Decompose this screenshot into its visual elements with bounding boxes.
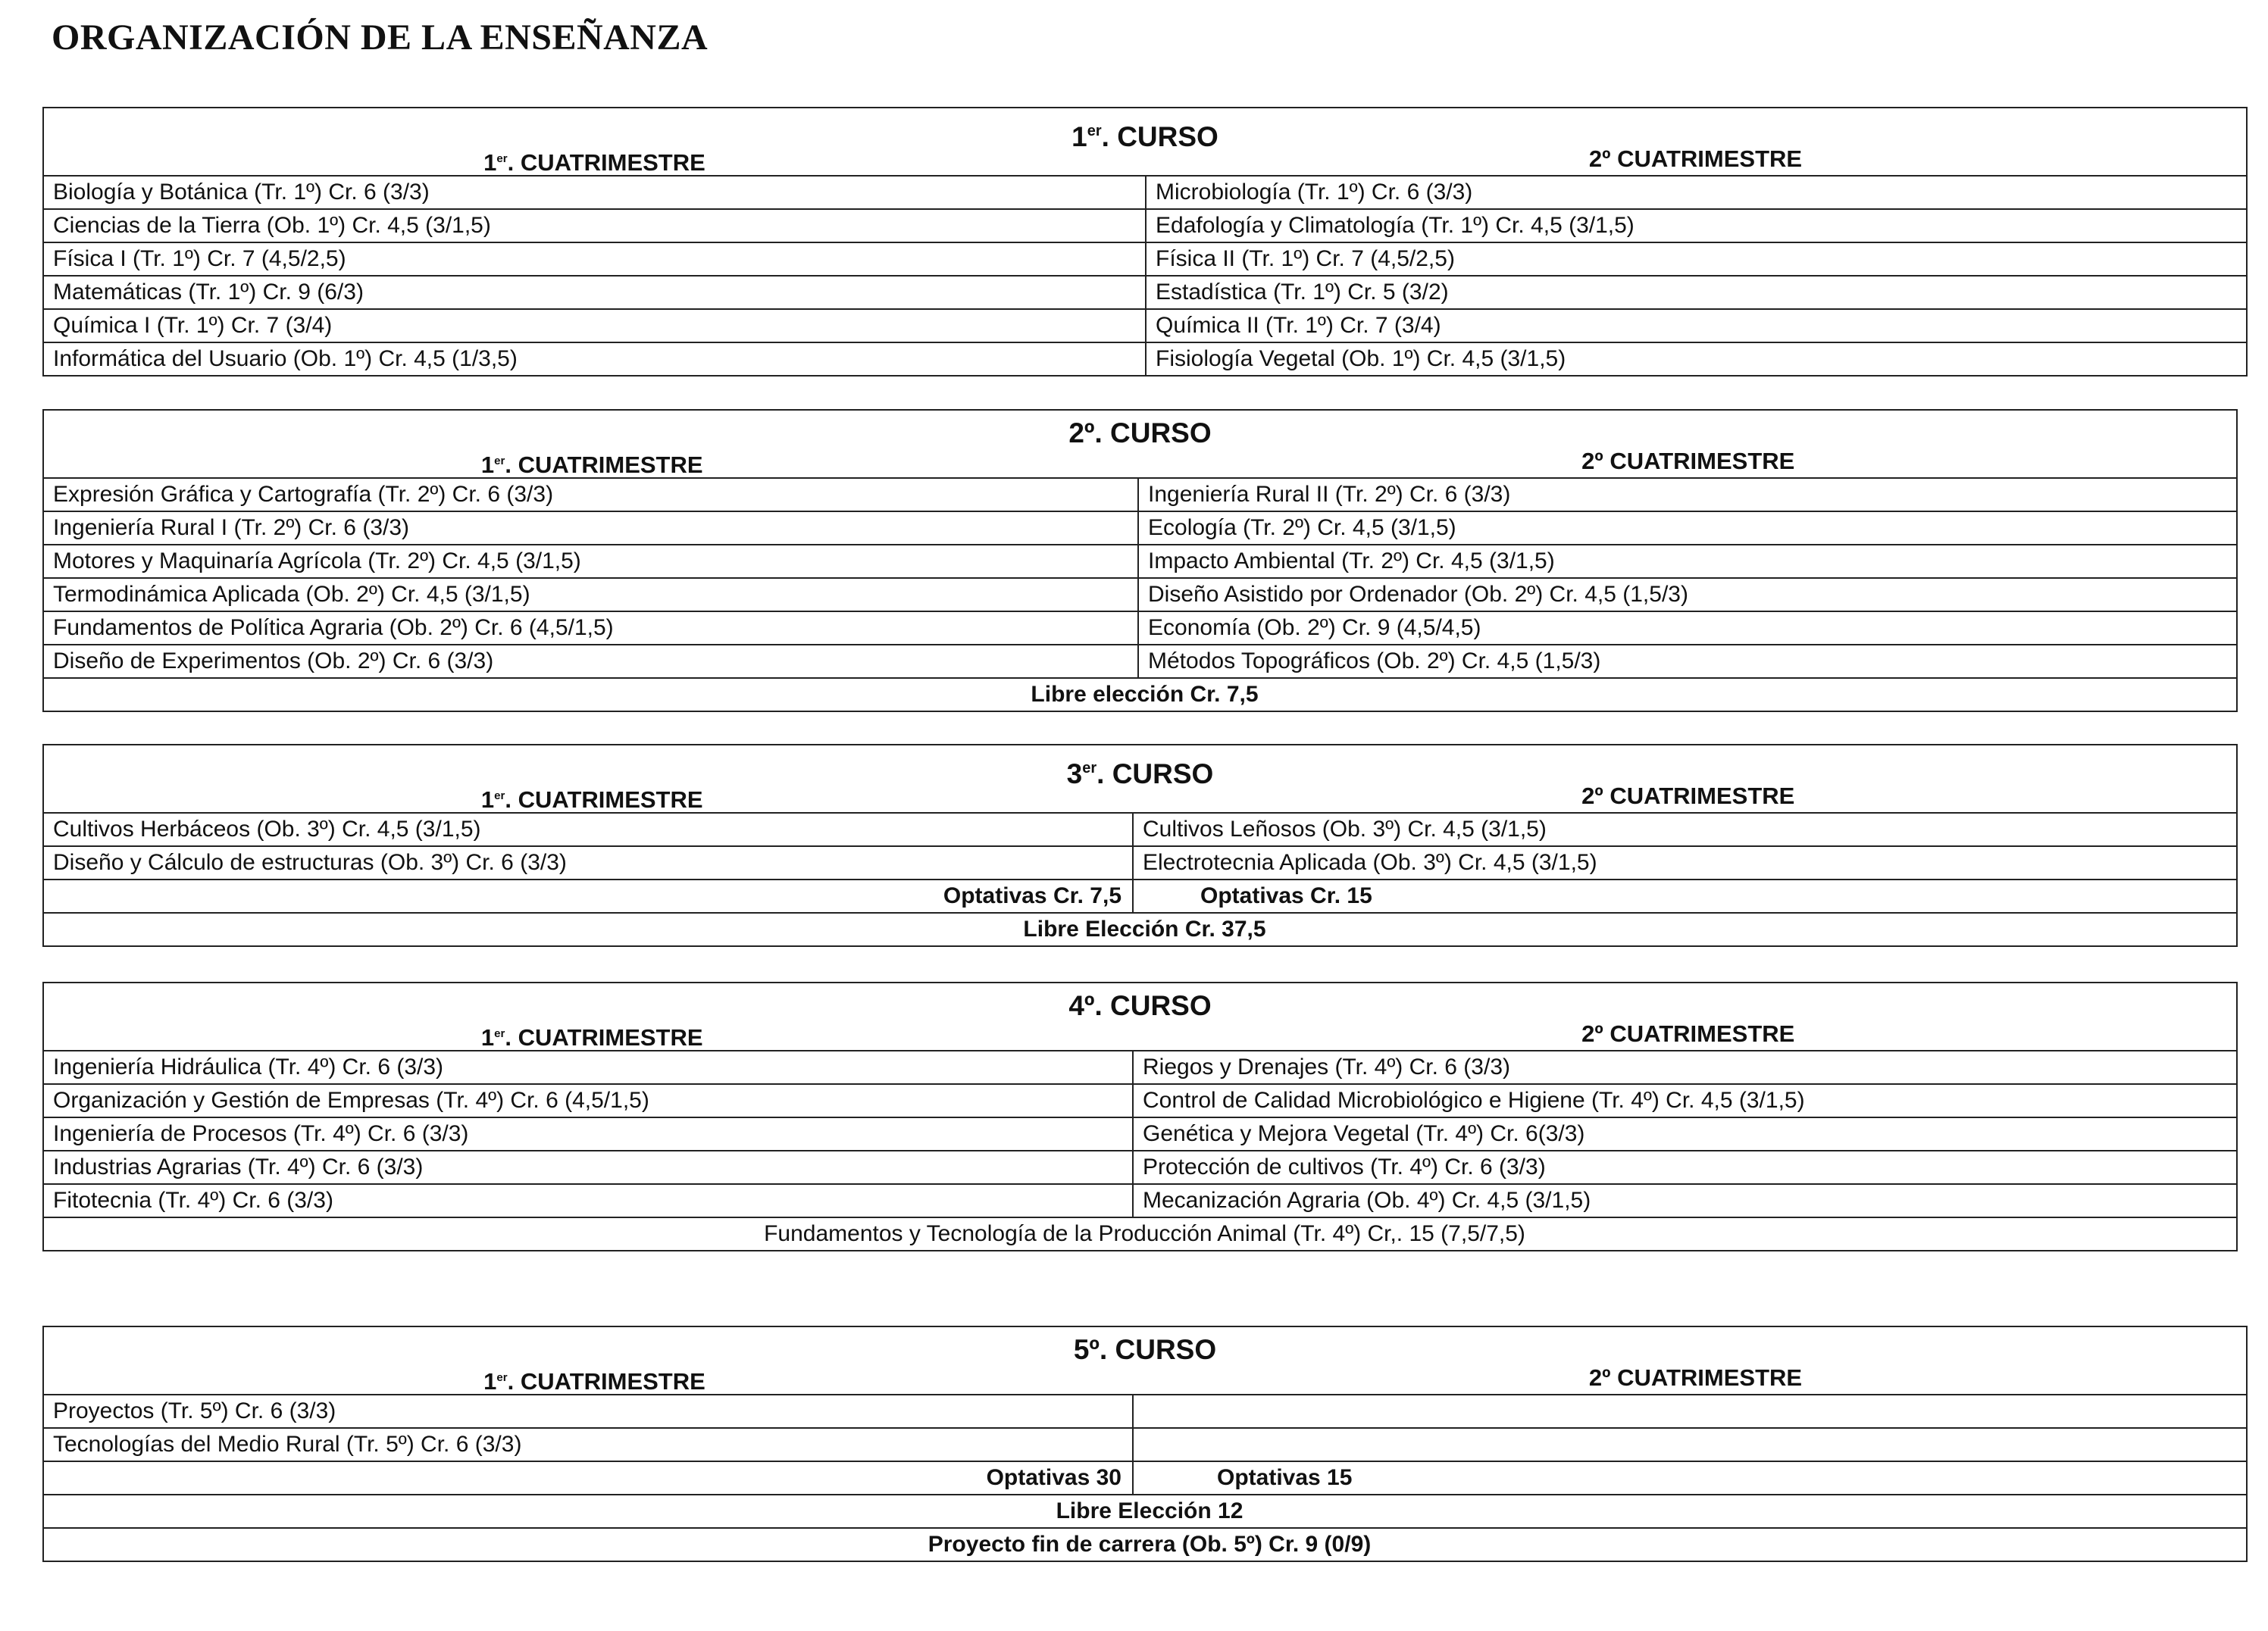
- table-row: [44, 1118, 2236, 1151]
- table-row: [44, 645, 2236, 679]
- subject-cell: Física I (Tr. 1º) Cr. 7 (4,5/2,5): [44, 243, 1147, 275]
- produccion-animal-row: [44, 1218, 2236, 1250]
- subject-cell: Mecanización Agraria (Ob. 4º) Cr. 4,5 (3/1,5): [1143, 1188, 1591, 1213]
- table-row: [44, 243, 2246, 277]
- curso-1-heading: 1er. CURSO: [1071, 121, 1218, 152]
- subject-cell: Ingeniería Rural I (Tr. 2º) Cr. 6 (3/3): [44, 512, 1139, 544]
- optativas-cuatrimestre-1: Optativas 30: [44, 1462, 1134, 1494]
- curso-5-table: [42, 1326, 2248, 1562]
- page-title: ORGANIZACIÓN DE LA ENSEÑANZA: [52, 17, 709, 58]
- table-row: [44, 343, 2246, 375]
- table-row: [44, 1395, 2246, 1429]
- subject-cell: Expresión Gráfica y Cartografía (Tr. 2º) Cr. 6 (3/3): [44, 479, 1139, 511]
- subject-cell: Cultivos Herbáceos (Ob. 3º) Cr. 4,5 (3/1,5): [44, 814, 1134, 845]
- table-row: [44, 1151, 2236, 1185]
- table-row: [44, 1429, 2246, 1462]
- subject-cell: Organización y Gestión de Empresas (Tr. 4º) Cr. 6 (4,5/1,5): [44, 1085, 1134, 1117]
- table-row: [44, 1085, 2236, 1118]
- subject-cell: Física II (Tr. 1º) Cr. 7 (4,5/2,5): [1156, 246, 1455, 271]
- curso-3-table: [42, 744, 2238, 947]
- subject-cell: Genética y Mejora Vegetal (Tr. 4º) Cr. 6(3/3): [1143, 1121, 1585, 1146]
- subject-cell: Ciencias de la Tierra (Ob. 1º) Cr. 4,5 (3/1,5): [44, 210, 1147, 242]
- subject-cell: Protección de cultivos (Tr. 4º) Cr. 6 (3/3): [1143, 1155, 1546, 1180]
- subject-cell: Biología y Botánica (Tr. 1º) Cr. 6 (3/3): [44, 177, 1147, 208]
- curso-1-table: [42, 107, 2248, 377]
- proyecto-fin-carrera-cell: Proyecto fin de carrera (Ob. 5º) Cr. 9 (0/9): [928, 1532, 1372, 1557]
- subject-cell: Ecología (Tr. 2º) Cr. 4,5 (3/1,5): [1148, 515, 1456, 540]
- curso-3-heading: 3er. CURSO: [1066, 758, 1214, 789]
- curso-5-heading: 5º. CURSO: [1073, 1334, 1217, 1365]
- subject-cell: Diseño de Experimentos (Ob. 2º) Cr. 6 (3/3): [44, 645, 1139, 677]
- subject-cell: Matemáticas (Tr. 1º) Cr. 9 (6/3): [44, 277, 1147, 308]
- subject-cell: Microbiología (Tr. 1º) Cr. 6 (3/3): [1156, 180, 1473, 205]
- cuatrimestre-2-header: 2º CUATRIMESTRE: [1581, 783, 1795, 809]
- cuatrimestre-2-header: 2º CUATRIMESTRE: [1588, 145, 1803, 172]
- subject-cell: Diseño Asistido por Ordenador (Ob. 2º) Cr. 4,5 (1,5/3): [1148, 582, 1688, 607]
- subject-cell: Estadística (Tr. 1º) Cr. 5 (3/2): [1156, 280, 1449, 305]
- cuatrimestre-1-header: 1er. CUATRIMESTRE: [480, 786, 703, 813]
- subject-cell: [1134, 1395, 1143, 1427]
- subject-cell: Motores y Maquinaría Agrícola (Tr. 2º) Cr. 4,5 (3/1,5): [44, 545, 1139, 577]
- libre-eleccion-row: [44, 1495, 2246, 1529]
- curso-2-heading: 2º. CURSO: [1068, 417, 1212, 448]
- libre-eleccion-cell: Libre Elección 12: [1056, 1498, 1243, 1523]
- table-row: [44, 814, 2236, 847]
- cuatrimestre-header-row: [44, 448, 2236, 479]
- table-row: [44, 612, 2236, 645]
- subject-cell: Control de Calidad Microbiológico e Higiene (Tr. 4º) Cr. 4,5 (3/1,5): [1143, 1088, 1805, 1113]
- cuatrimestre-2-header: 2º CUATRIMESTRE: [1581, 448, 1795, 474]
- cuatrimestre-1-header: 1er. CUATRIMESTRE: [483, 1368, 705, 1395]
- table-row: [44, 512, 2236, 545]
- subject-cell: Impacto Ambiental (Tr. 2º) Cr. 4,5 (3/1,5): [1148, 548, 1555, 573]
- subject-cell: Ingeniería de Procesos (Tr. 4º) Cr. 6 (3/3): [44, 1118, 1134, 1150]
- subject-cell: Termodinámica Aplicada (Ob. 2º) Cr. 4,5 (3/1,5): [44, 579, 1139, 611]
- subject-cell: Economía (Ob. 2º) Cr. 9 (4,5/4,5): [1148, 615, 1481, 640]
- table-row: [44, 210, 2246, 243]
- subject-cell: Industrias Agrarias (Tr. 4º) Cr. 6 (3/3): [44, 1151, 1134, 1183]
- subject-cell: Informática del Usuario (Ob. 1º) Cr. 4,5 (1/3,5): [44, 343, 1147, 375]
- subject-cell: Edafología y Climatología (Tr. 1º) Cr. 4,5 (3/1,5): [1156, 213, 1635, 238]
- subject-cell: Química I (Tr. 1º) Cr. 7 (3/4): [44, 310, 1147, 342]
- subject-cell: Diseño y Cálculo de estructuras (Ob. 3º) Cr. 6 (3/3): [44, 847, 1134, 879]
- table-row: [44, 310, 2246, 343]
- produccion-animal-cell: Fundamentos y Tecnología de la Producción Animal (Tr. 4º) Cr,. 15 (7,5/7,5): [764, 1221, 1525, 1246]
- subject-cell: Fitotecnia (Tr. 4º) Cr. 6 (3/3): [44, 1185, 1134, 1217]
- libre-eleccion-cell: Libre elección Cr. 7,5: [1031, 682, 1259, 707]
- optativas-cuatrimestre-2: Optativas 15: [1217, 1465, 1353, 1490]
- table-row: [44, 545, 2236, 579]
- table-row: [44, 177, 2246, 210]
- libre-eleccion-row: [44, 914, 2236, 945]
- subject-cell: Electrotecnia Aplicada (Ob. 3º) Cr. 4,5 (3/1,5): [1143, 850, 1597, 875]
- subject-cell: [1134, 1429, 1143, 1461]
- table-row: [44, 1185, 2236, 1218]
- curso-2-table: [42, 409, 2238, 712]
- curso-4-table: [42, 982, 2238, 1251]
- cuatrimestre-header-row: [44, 1021, 2236, 1051]
- optativas-cuatrimestre-2: Optativas Cr. 15: [1200, 883, 1372, 908]
- subject-cell: Ingeniería Rural II (Tr. 2º) Cr. 6 (3/3): [1148, 482, 1511, 507]
- subject-cell: Métodos Topográficos (Ob. 2º) Cr. 4,5 (1,5/3): [1148, 648, 1601, 673]
- subject-cell: Riegos y Drenajes (Tr. 4º) Cr. 6 (3/3): [1143, 1055, 1510, 1080]
- cuatrimestre-2-header: 2º CUATRIMESTRE: [1588, 1364, 1803, 1391]
- optativas-row: [44, 1462, 2246, 1495]
- cuatrimestre-1-header: 1er. CUATRIMESTRE: [483, 149, 705, 176]
- subject-cell: Ingeniería Hidráulica (Tr. 4º) Cr. 6 (3/3): [44, 1051, 1134, 1083]
- table-row: [44, 847, 2236, 880]
- table-row: [44, 479, 2236, 512]
- table-row: [44, 277, 2246, 310]
- subject-cell: Química II (Tr. 1º) Cr. 7 (3/4): [1156, 313, 1441, 338]
- proyecto-fin-carrera-row: [44, 1529, 2246, 1561]
- subject-cell: Proyectos (Tr. 5º) Cr. 6 (3/3): [44, 1395, 1134, 1427]
- subject-cell: Fisiología Vegetal (Ob. 1º) Cr. 4,5 (3/1,5): [1156, 346, 1566, 371]
- subject-cell: Tecnologías del Medio Rural (Tr. 5º) Cr. 6 (3/3): [44, 1429, 1134, 1461]
- cuatrimestre-2-header: 2º CUATRIMESTRE: [1581, 1020, 1795, 1047]
- subject-cell: Cultivos Leñosos (Ob. 3º) Cr. 4,5 (3/1,5): [1143, 817, 1547, 842]
- table-row: [44, 1051, 2236, 1085]
- cuatrimestre-header-row: [44, 1365, 2246, 1395]
- cuatrimestre-1-header: 1er. CUATRIMESTRE: [480, 451, 703, 478]
- optativas-row: [44, 880, 2236, 914]
- optativas-cuatrimestre-1: Optativas Cr. 7,5: [44, 880, 1134, 912]
- curso-4-heading: 4º. CURSO: [1068, 990, 1212, 1021]
- subject-cell: Fundamentos de Política Agraria (Ob. 2º) Cr. 6 (4,5/1,5): [44, 612, 1139, 644]
- table-row: [44, 579, 2236, 612]
- libre-eleccion-cell: Libre Elección Cr. 37,5: [1023, 917, 1266, 942]
- libre-eleccion-row: [44, 679, 2236, 711]
- cuatrimestre-1-header: 1er. CUATRIMESTRE: [480, 1024, 703, 1051]
